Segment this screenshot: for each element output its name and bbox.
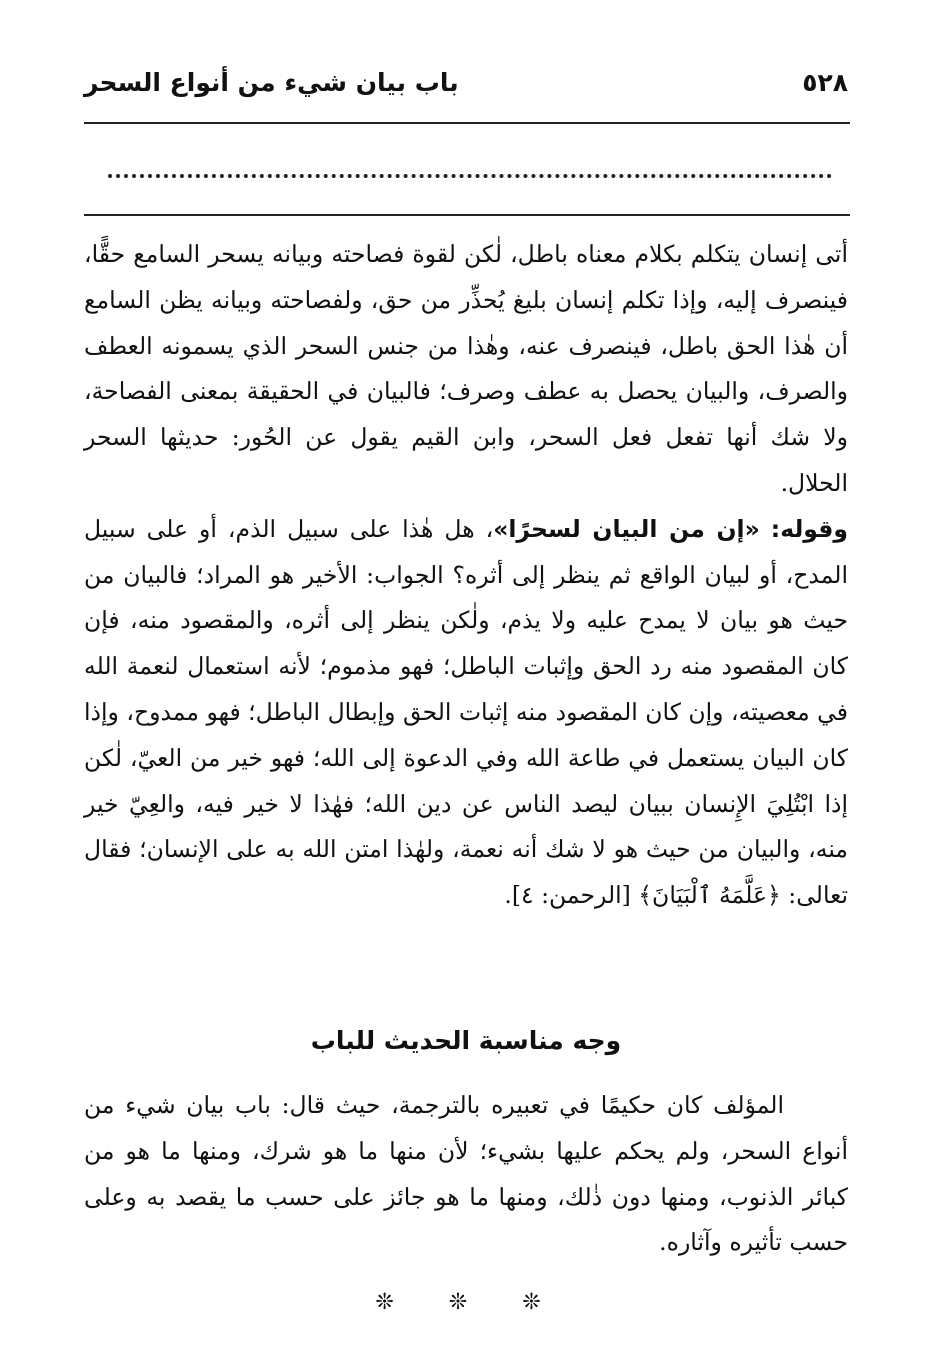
dotted-separator [108, 158, 832, 178]
paragraph-2-lead: وقوله: [770, 514, 848, 543]
paragraph-1: أتى إنسان يتكلم بكلام معناه باطل، لٰكن لقوة فصاحته وبيانه يسحر السامع حقًّا، فينصرف إليه، وإذا تكلم إنسان بليغ يُحذِّر من حق، ولفصاحته وبيانه يظن السامع أن هٰذا الحق باطل، فينصرف عنه، وهٰذا من جنس السحر الذي يسمونه العطف والصرف، والبيان يحصل به عطف وصرف؛ فالبيان في الحقيقة بمعنى الفصاحة، ولا شك أنها تفعل فعل السحر، وابن القيم يقول عن الحُور: حديثها السحر الحلال. [84, 240, 848, 497]
body-text [84, 232, 848, 919]
end-ornament: ❊ ❊ ❊ [375, 1290, 565, 1315]
running-title: باب بيان شيء من أنواع السحر [84, 68, 459, 97]
page-number: ٥٢٨ [802, 68, 848, 97]
paragraph-2 [84, 507, 848, 919]
section-text [84, 1083, 848, 1266]
paragraph-2-text: ، هل هٰذا على سبيل الذم، أو على سبيل المدح، أو لبيان الواقع ثم ينظر إلى أثره؟ الجواب: الأخير هو المراد؛ فالبيان من حيث هو بيان لا يمدح عليه ولا يذم، ولٰكن ينظر إلى أثره، والمقصود منه، فإن كان المقصود منه رد الحق وإثبات الباطل؛ فهو مذموم؛ لأنه استعمال لنعمة الله في معصيته، وإن كان المقصود منه إثبات الحق وإبطال الباطل؛ فهو ممدوح، وإذا كان البيان يستعمل في طاعة الله وفي الدعوة إلى الله؛ فهو خير من العيّ، لٰكن إذا ابْتُلِيَ الإِنسان ببيان ليصد الناس عن دين الله؛ فهٰذا لا خير فيه، والعِيّ خير منه، والبيان من حيث هو لا شك أنه نعمة، ولهٰذا امتن الله به على الإنسان؛ فقال تعالى: ﴿عَلَّمَهُ ٱلْبَيَانَ﴾ [الرحمن: ٤]. [84, 514, 848, 910]
separator-rule [84, 214, 850, 216]
page-header [84, 64, 848, 114]
section-heading: وجه مناسبة الحديث للباب [310, 1026, 622, 1055]
section-paragraph: المؤلف كان حكيمًا في تعبيره بالترجمة، حيث قال: باب بيان شيء من أنواع السحر، ولم يحكم عليها بشيء؛ لأن منها ما هو شرك، ومنها ما هو من كبائر الذنوب، ومنها دون ذٰلك، ومنها ما هو جائز على حسب ما يقصد به وعلى حسب تأثيره وآثاره. [84, 1091, 848, 1257]
header-rule [84, 122, 850, 124]
hadith-quote: «إن من البيان لسحرًا» [493, 514, 760, 543]
